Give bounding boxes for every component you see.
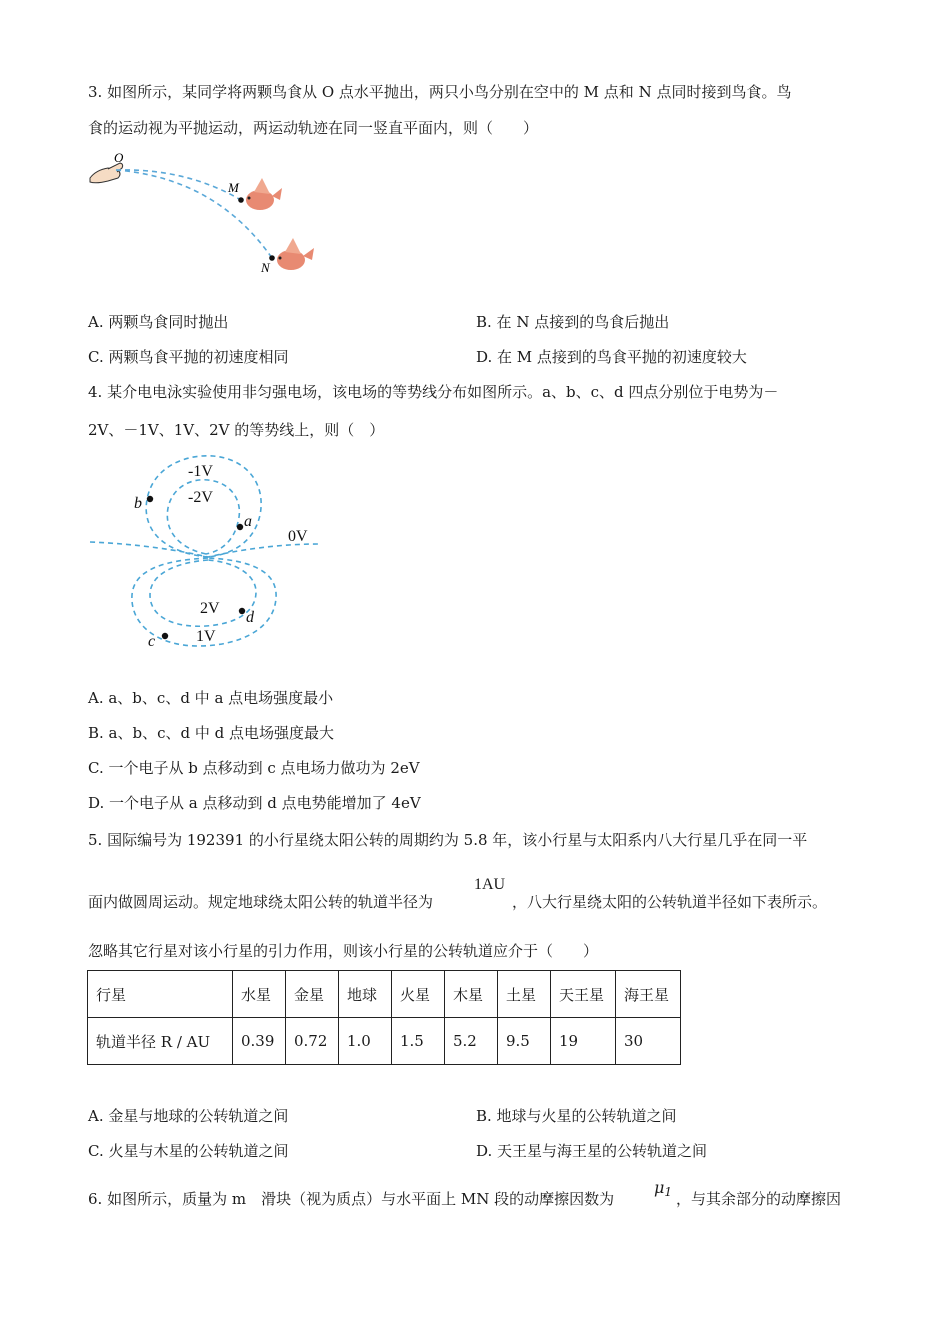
equipotential-0v (90, 542, 318, 557)
label-2v: 2V (200, 600, 220, 617)
table-header-cell: 火星 (392, 971, 445, 1018)
table-cell: 19 (551, 1018, 616, 1065)
label-minus2v: -2V (188, 489, 213, 506)
q4-option-a: A. a、b、c、d 中 a 点电场强度最小 (88, 689, 334, 707)
label-point-b: b (134, 495, 142, 512)
label-m: M (228, 180, 239, 195)
q5-text-line2b: ，八大行星绕太阳的公转轨道半径如下表所示。 (512, 893, 828, 911)
q5-option-a: A. 金星与地球的公转轨道之间 (88, 1107, 289, 1125)
q3-option-d: D. 在 M 点接到的鸟食平抛的初速度较大 (476, 348, 747, 366)
table-header-cell: 天王星 (551, 971, 616, 1018)
table-header-cell: 土星 (498, 971, 551, 1018)
table-cell: 5.2 (445, 1018, 498, 1065)
q4-figure (88, 450, 328, 660)
q3-option-a: A. 两颗鸟食同时抛出 (88, 313, 229, 331)
q3-text-line2: 食的运动视为平抛运动，两运动轨迹在同一竖直平面内，则（ ） (88, 119, 539, 137)
point-m (238, 197, 244, 203)
label-o: O (114, 150, 124, 165)
table-cell: 1.5 (392, 1018, 445, 1065)
q4-option-c: C. 一个电子从 b 点移动到 c 点电场力做功为 2eV (88, 759, 420, 777)
q5-option-c: C. 火星与木星的公转轨道之间 (88, 1142, 289, 1160)
label-point-c: c (148, 633, 156, 650)
q5-text-line1: 5. 国际编号为 192391 的小行星绕太阳公转的周期约为 5.8 年，该小行星与太阳系内八大行星几乎在同一平 (88, 831, 808, 849)
q3-text-line1: 3. 如图所示，某同学将两颗鸟食从 O 点水平抛出，两只小鸟分别在空中的 M 点和 N 点同时接到鸟食。鸟 (88, 83, 792, 101)
q5-planet-table (87, 970, 681, 1065)
table-cell: 9.5 (498, 1018, 551, 1065)
table-header-cell: 金星 (286, 971, 339, 1018)
q4-text-line1: 4. 某介电电泳实验使用非匀强电场，该电场的等势线分布如图所示。a、b、c、d 四点分别位于电势为－ (88, 383, 779, 401)
table-row (88, 971, 681, 1018)
label-point-a: a (244, 513, 252, 530)
label-0v: 0V (288, 528, 308, 545)
table-cell: 1.0 (339, 1018, 392, 1065)
point-a (237, 524, 243, 530)
bird-icon (246, 178, 282, 210)
table-header-label: 行星 (88, 971, 233, 1018)
q3-option-c: C. 两颗鸟食平抛的初速度相同 (88, 348, 289, 366)
q4-option-b: B. a、b、c、d 中 d 点电场强度最大 (88, 724, 335, 742)
q6-mu-symbol: $\mu_1$ (654, 1178, 673, 1199)
trajectory-n (116, 170, 272, 258)
q5-au-value: 1AU (474, 876, 506, 893)
table-cell: 30 (616, 1018, 681, 1065)
point-b (147, 496, 153, 502)
table-row (88, 1018, 681, 1065)
q4-option-d: D. 一个电子从 a 点移动到 d 点电势能增加了 4eV (88, 794, 421, 812)
q5-text-line2a: 面内做圆周运动。规定地球绕太阳公转的轨道半径为 (88, 893, 434, 911)
label-minus1v: -1V (188, 463, 213, 480)
label-1v: 1V (196, 628, 216, 645)
q6-text-line1a: 6. 如图所示，质量为 m 滑块（视为质点）与水平面上 MN 段的动摩擦因数为 (88, 1190, 615, 1208)
label-n: N (261, 260, 270, 275)
point-n (269, 255, 275, 261)
table-cell: 0.39 (233, 1018, 286, 1065)
table-header-cell: 海王星 (616, 971, 681, 1018)
q3-figure (86, 148, 326, 278)
label-point-d: d (246, 609, 254, 626)
point-c (162, 633, 168, 639)
q5-text-line3: 忽略其它行星对该小行星的引力作用，则该小行星的公转轨道应介于（ ） (88, 942, 599, 960)
bird-icon (277, 238, 314, 270)
table-header-cell: 地球 (339, 971, 392, 1018)
q4-text-line2: 2V、－1V、1V、2V 的等势线上，则（ ） (88, 421, 385, 439)
q3-option-b: B. 在 N 点接到的鸟食后抛出 (476, 313, 670, 331)
point-d (239, 608, 245, 614)
trajectory-m (116, 170, 241, 200)
table-header-cell: 水星 (233, 971, 286, 1018)
table-header-cell: 木星 (445, 971, 498, 1018)
q6-text-line1b: ，与其余部分的动摩擦因 (676, 1190, 842, 1208)
q5-option-d: D. 天王星与海王星的公转轨道之间 (476, 1142, 708, 1160)
table-cell: 0.72 (286, 1018, 339, 1065)
table-row-label: 轨道半径 R / AU (88, 1018, 233, 1065)
q5-option-b: B. 地球与火星的公转轨道之间 (476, 1107, 677, 1125)
